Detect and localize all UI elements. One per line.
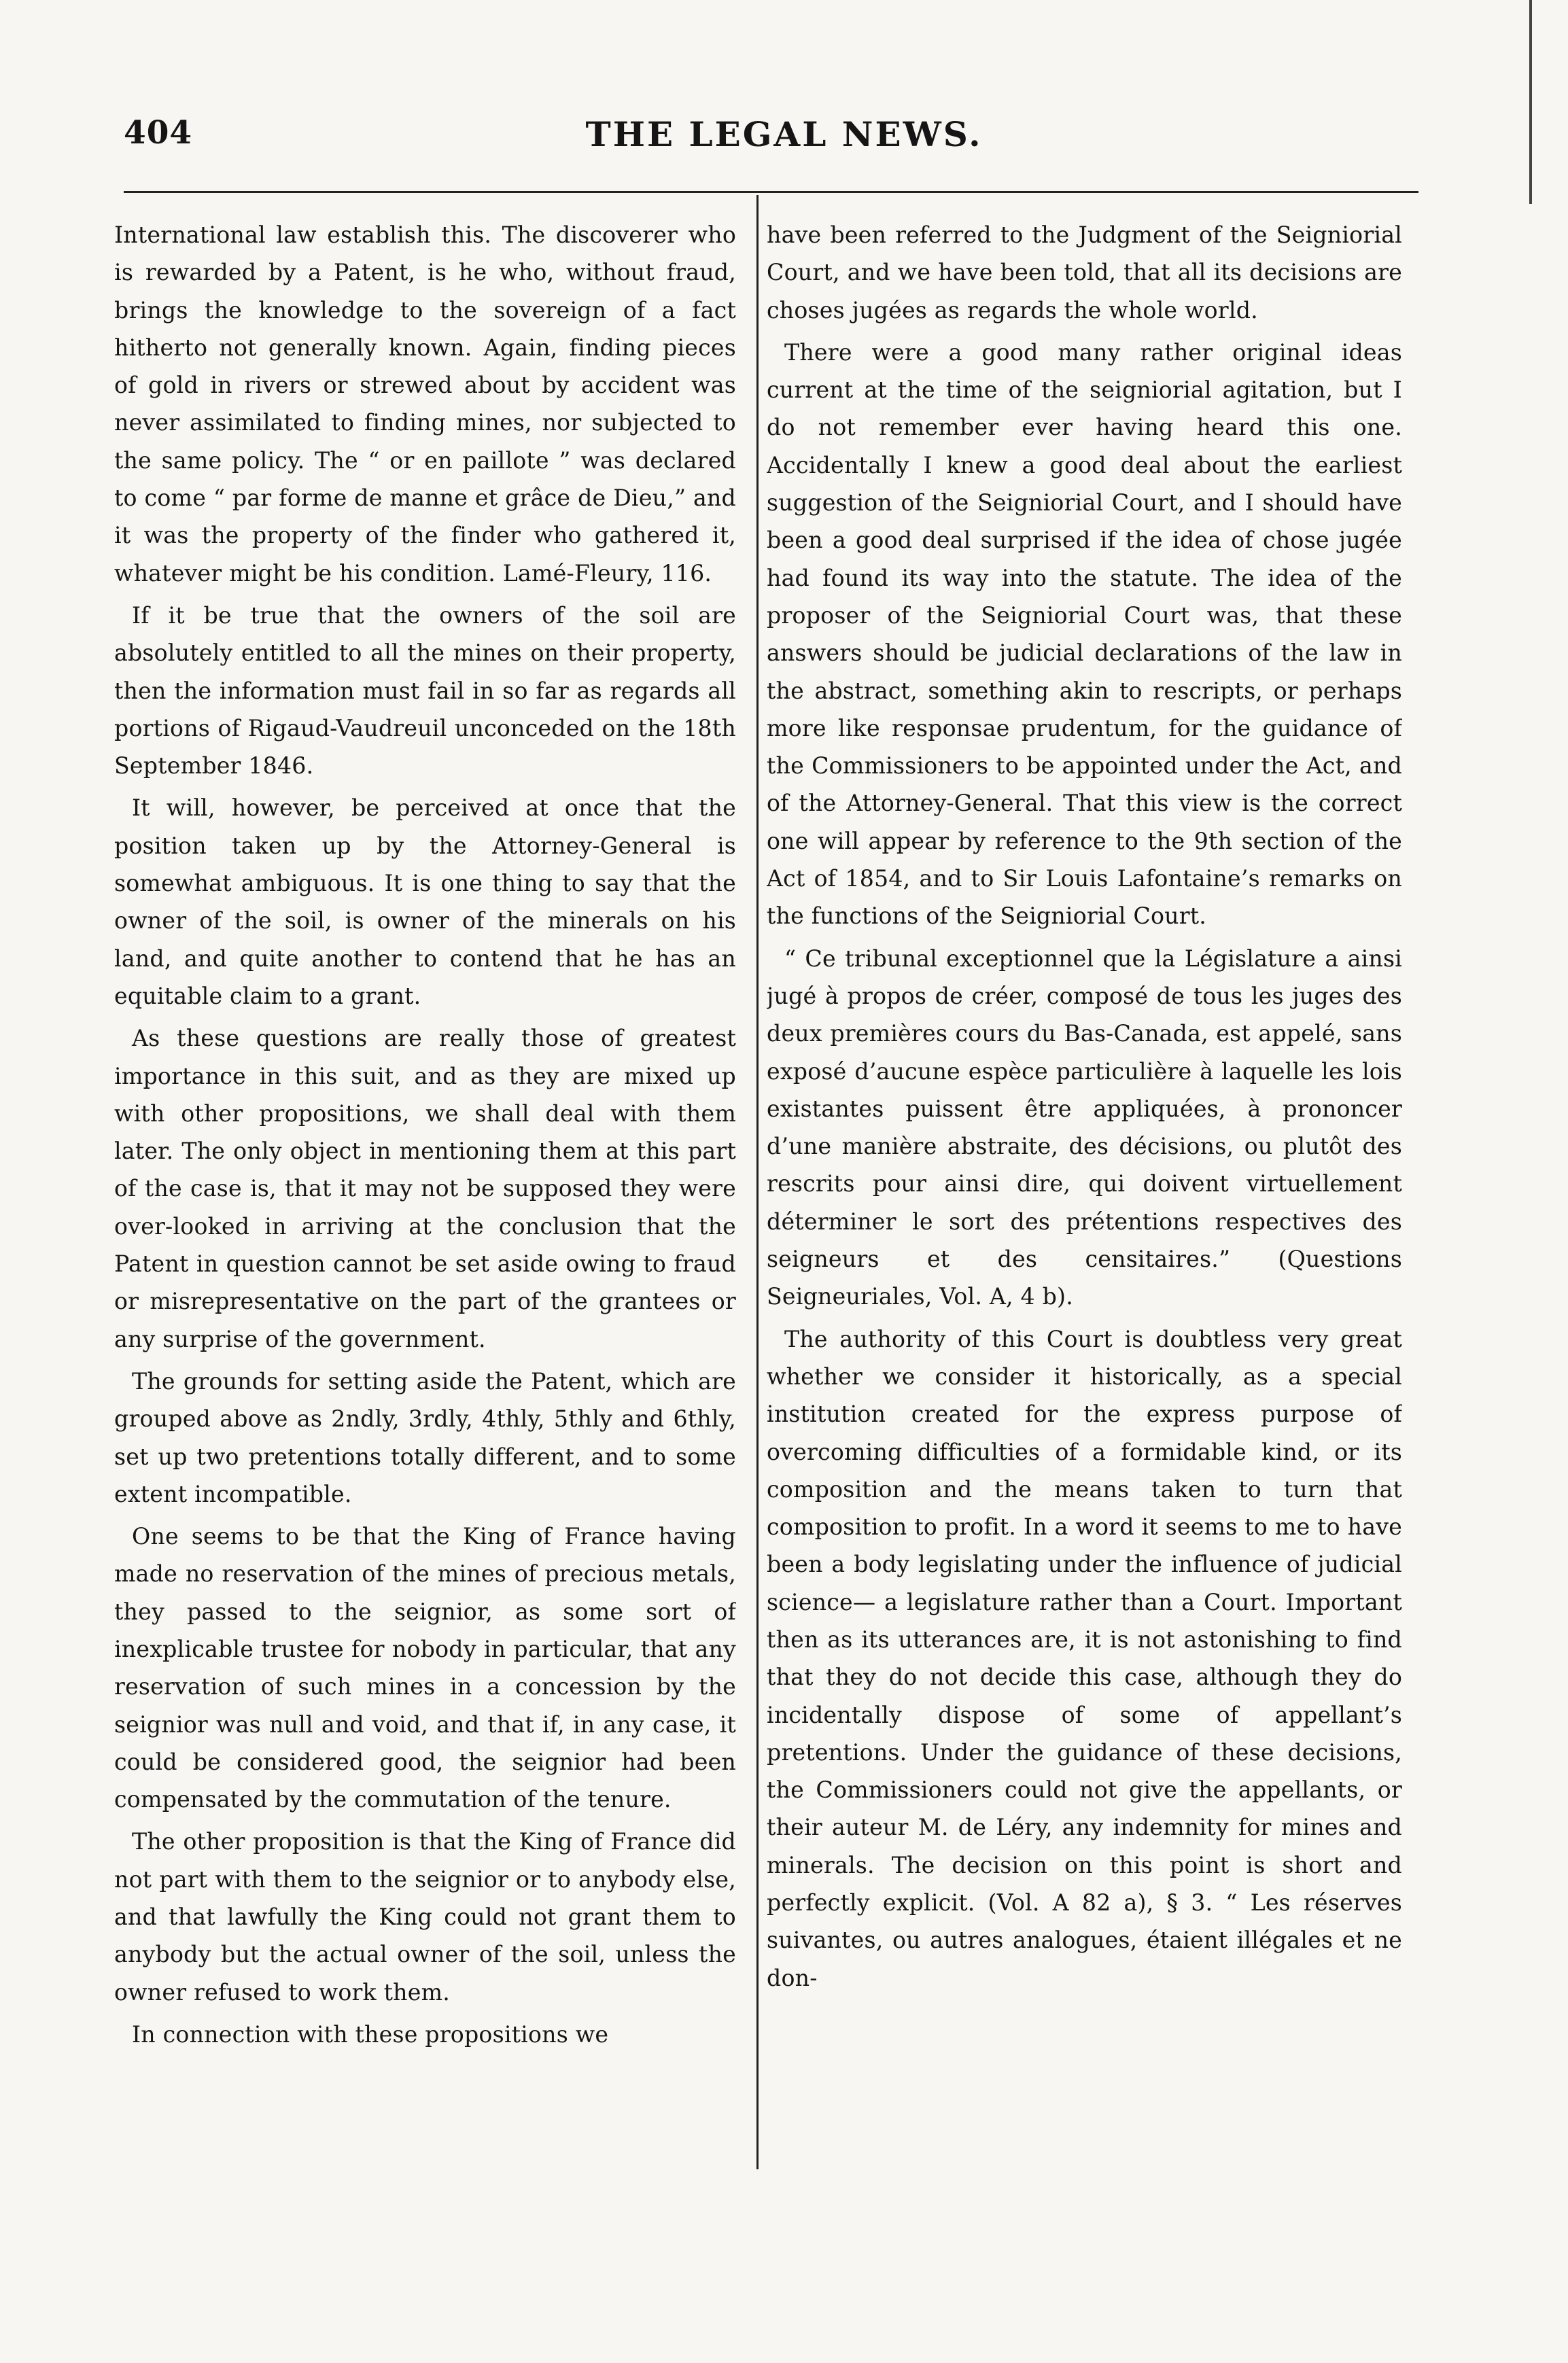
paragraph: The other proposition is that the King of France did not part with them to the seignior or to anybody else, and that lawfully the King could not grant them to anybody but the actual owner of the soil, unless the owner refused to work them. [114, 1828, 736, 2006]
paragraph: International law establish this. The discoverer who is rewarded by a Patent, is he who, without fraud, brings the knowledge to the sovereign of a fact hitherto not generally known. Again, finding pieces of gold in rivers or strewed about by accident was never assimilated to finding mines, nor subjected to the same policy. The “ or en paillote ” was declared to come “ par forme de manne et grâce de Dieu,” and it was the property of the finder who gathered it, whatever might be his condition. Lamé-Fleury, 116. [114, 222, 736, 587]
paragraph: One seems to be that the King of France having made no reservation of the mines of precious metals, they passed to the seignior, as some sort of inexplicable trustee for nobody in particular, that any reservation of such mines in a concession by the seignior was null and void, and that if, in any case, it could be considered good, the seignior had been compensated by the commutation of the tenure. [114, 1523, 736, 1813]
column-divider [756, 195, 759, 2169]
running-head-title: THE LEGAL NEWS. [585, 114, 983, 154]
paragraph: If it be true that the owners of the soil are absolutely entitled to all the mines on their property, then the information must fail in so far as regards all portions of Rigaud-Vaudreuil unconceded on the 18th September 1846. [114, 601, 736, 780]
left-column [114, 216, 736, 2187]
paragraph: have been referred to the Judgment of the Seigniorial Court, and we have been told, that all its decisions are choses jugées as regards the whole world. [767, 222, 1402, 323]
paragraph: In connection with these propositions we [132, 2020, 609, 2048]
paragraph: There were a good many rather original ideas current at the time of the seigniorial agitation, but I do not remember ever having heard this one. Accidentally I knew a good deal about the earliest suggestion of the Seigniorial Court, and I should have been a good deal surprised if the idea of chose jugée had found its way into the statute. The idea of the proposer of the Seigniorial Court was, that these answers should be judicial declarations of the law in the abstract, something akin to rescripts, or perhaps more like responsae prudentum, for the guidance of the Commissioners to be appointed under the Act, and of the Attorney-General. That this view is the correct one will appear by reference to the 9th section of the Act of 1854, and to Sir Louis Lafontaine’s remarks on the functions of the Seigniorial Court. [767, 338, 1402, 930]
paragraph: The grounds for setting aside the Patent, which are grouped above as 2ndly, 3rdly, 4thly, 5thly and 6thly, set up two pretentions totally different, and to some extent incompatible. [114, 1367, 736, 1507]
paragraph: “ Ce tribunal exceptionnel que la Législature a ainsi jugé à propos de créer, composé de tous les juges des deux premières cours du Bas-Canada, est appelé, sans exposé d’aucune espèce particulière à laquelle les lois existantes puissent être appliquées, à prononcer d’une manière abstraite, des décisions, ou plutôt des rescrits pour ainsi dire, qui doivent virtuellement déterminer le sort des prétentions respectives des seigneurs et des censitaires.” (Questions Seigneuriales, Vol. A, 4 b). [767, 945, 1402, 1310]
header-rule [124, 191, 1418, 193]
right-column [767, 216, 1402, 2187]
paragraph: The authority of this Court is doubtless very great whether we consider it historically, as a special institution created for the express purpose of overcoming difficulties of a formidable kind, or its composition and the means taken to turn that composition to profit. In a word it seems to me to have been a body legislating under the influence of judicial science— a legislature rather than a Court. Important then as its utterances are, it is not astonishing to find that they do not decide this case, although they do incidentally dispose of some of appellant’s pretentions. Under the guidance of these decisions, the Commissioners could not give the appellants, or their auteur M. de Léry, any indemnity for mines and minerals. The decision on this point is short and perfectly explicit. (Vol. A 82 a), § 3. “ Les réserves suivantes, ou autres analogues, étaient illégales et ne don- [767, 1325, 1402, 1991]
paragraph: It will, however, be perceived at once that the position taken up by the Attorney-General is somewhat ambiguous. It is one thing to say that the owner of the soil, is owner of the minerals on his land, and quite another to contend that he has an equitable claim to a grant. [114, 794, 736, 1009]
page-number: 404 [124, 114, 193, 152]
paragraph: As these questions are really those of greatest importance in this suit, and as they are mixed up with other propositions, we shall deal with them later. The only object in mentioning them at this part of the case is, that it may not be supposed they were over-looked in arriving at the conclusion that the Patent in question cannot be set aside owing to fraud or misrepresentative on the part of the grantees or any surprise of the government. [114, 1025, 736, 1352]
page-edge-rule [1529, 0, 1532, 204]
